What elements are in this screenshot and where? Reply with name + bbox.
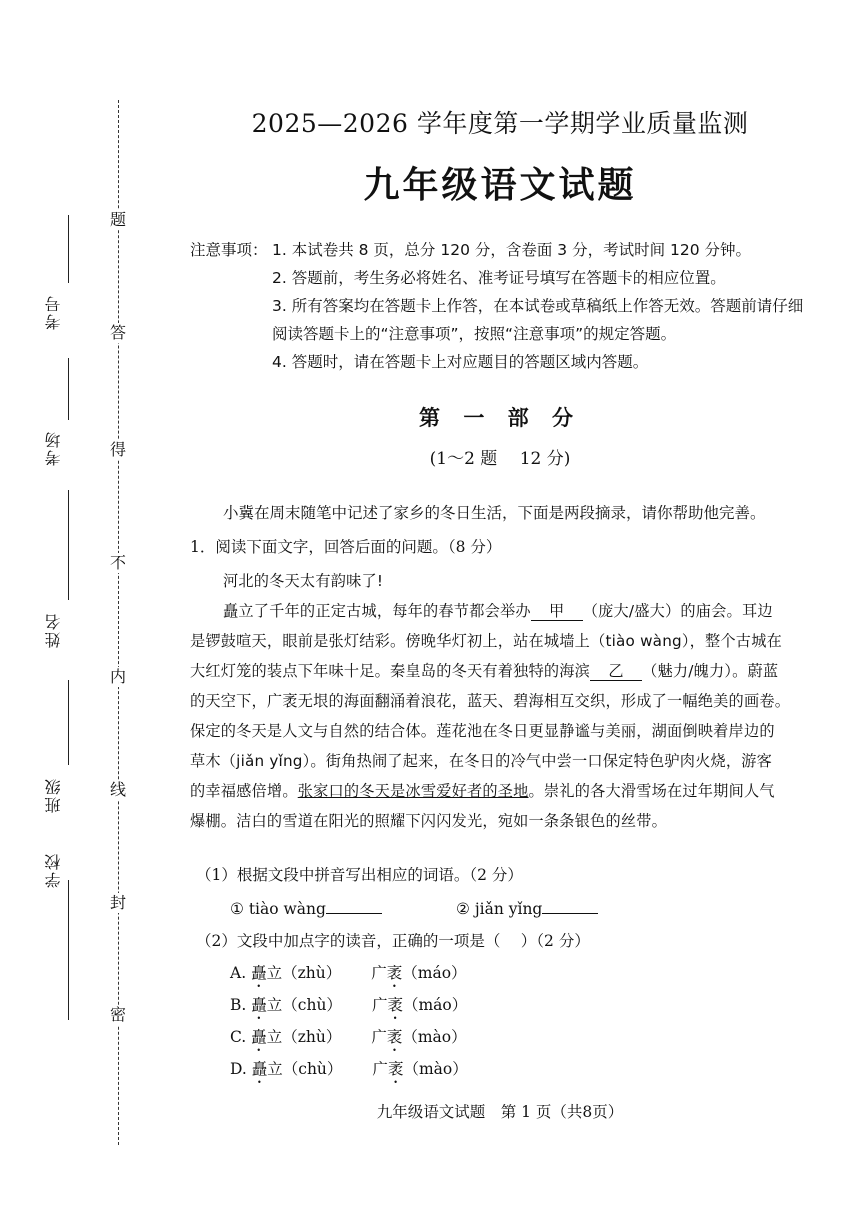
- seal-char: 线: [109, 780, 126, 799]
- seal-char: 内: [109, 667, 126, 686]
- field-line-exam-room[interactable]: [68, 358, 69, 420]
- sub-question-2-stem: （2）文段中加点字的读音，正确的一项是（ ）（2 分）: [196, 932, 590, 950]
- sub-question-1-item-a: ① tiào wàng: [230, 894, 430, 924]
- answer-blank[interactable]: [542, 899, 598, 914]
- option-a[interactable]: A. 矗立（zhù） 广袤（máo）: [230, 964, 467, 982]
- seal-char: 得: [109, 440, 126, 459]
- field-label-name: 姓名: [44, 612, 63, 648]
- notice-item: 1. 本试卷共 8 页，总分 120 分，含卷面 3 分，考试时间 120 分钟。: [272, 241, 752, 259]
- part-subtitle: (1～2 题 12 分): [429, 449, 571, 469]
- sub-question-1-stem: （1）根据文段中拼音写出相应的词语。（2 分）: [196, 866, 523, 884]
- sub-question-1-item-b: ② jiǎn yǐng: [456, 894, 656, 924]
- notice-item: 2. 答题前，考生务必将姓名、准考证号填写在答题卡的相应位置。: [272, 269, 726, 287]
- blank-yi: 乙: [590, 662, 642, 681]
- notice-item: 3. 所有答案均在答题卡上作答，在本试卷或草稿纸上作答无效。答题前请仔细阅读答题卡上的“注意事项”，按照“注意事项”的规定答题。: [272, 297, 804, 343]
- exam-session-title: 2025—2026 学年度第一学期学业质量监测: [251, 109, 749, 138]
- field-line-name[interactable]: [68, 490, 69, 600]
- seal-char: 答: [109, 323, 126, 342]
- blank-jia: 甲: [531, 602, 583, 621]
- passage-line: 是锣鼓喧天，眼前是张灯结彩。傍晚华灯初上，站在城墙上（tiào wàng），整个古城在: [190, 632, 782, 650]
- passage-line: 大红灯笼的装点下年味十足。秦皇岛的冬天有着独特的海滨 乙 （魅力/魄力）。蔚蓝: [190, 662, 779, 680]
- seal-char: 封: [109, 893, 126, 912]
- passage-line: 的天空下，广袤无垠的海面翻涌着浪花，蓝天、碧海相互交织，形成了一幅绝美的画卷。: [190, 692, 791, 710]
- option-d[interactable]: D. 矗立（chù） 广袤（mào）: [230, 1060, 468, 1078]
- section-intro: 小冀在周末随笔中记述了家乡的冬日生活，下面是两段摘录，请你帮助他完善。: [223, 504, 766, 522]
- passage-line: 保定的冬天是人文与自然的结合体。莲花池在冬日更显静谧与美丽，湖面倒映着岸边的: [190, 722, 775, 740]
- field-label-exam-number: 考号: [44, 294, 63, 330]
- seal-dashed-line: [118, 100, 119, 1145]
- field-line-school[interactable]: [68, 880, 69, 1020]
- underlined-sentence: 张家口的冬天是冰雪爱好者的圣地: [297, 782, 529, 800]
- seal-char: 密: [109, 1005, 126, 1024]
- exam-paper-title: 九年级语文试题: [363, 165, 637, 206]
- question-1-passage: [190, 566, 810, 856]
- field-line-class[interactable]: [68, 680, 69, 765]
- passage-line: 草木（jiǎn yǐng）。街角热闹了起来，在冬日的冷气中尝一口保定特色驴肉火烧，游客: [190, 752, 773, 770]
- notice-section: [190, 236, 820, 376]
- field-line-exam-number[interactable]: [68, 215, 69, 283]
- passage-line: 爆棚。洁白的雪道在阳光的照耀下闪闪发光，宛如一条条银色的丝带。: [190, 812, 668, 830]
- answer-blank[interactable]: [326, 899, 382, 914]
- field-label-exam-room: 考场: [44, 430, 63, 466]
- question-1-stem: 1．阅读下面文字，回答后面的问题。（8 分）: [190, 538, 502, 556]
- notice-item: 4. 答题时，请在答题卡上对应题目的答题区域内答题。: [272, 353, 649, 371]
- passage-title: 河北的冬天太有韵味了!: [223, 572, 384, 590]
- field-label-class: 班级: [44, 777, 63, 813]
- notice-label: 注意事项：: [190, 241, 268, 259]
- seal-char: 题: [109, 210, 126, 229]
- passage-line: 的幸福感倍增。张家口的冬天是冰雪爱好者的圣地。崇礼的各大滑雪场在过年期间人气: [190, 782, 775, 800]
- option-c[interactable]: C. 矗立（zhù） 广袤（mào）: [230, 1028, 467, 1046]
- page-footer: 九年级语文试题 第 1 页（共8页）: [376, 1103, 624, 1121]
- field-label-school: 学校: [44, 852, 63, 888]
- passage-line: 矗立了千年的正定古城，每年的春节都会举办 甲 （庞大/盛大）的庙会。耳边: [223, 602, 773, 620]
- option-b[interactable]: B. 矗立（chù） 广袤（máo）: [230, 996, 468, 1014]
- seal-char: 不: [109, 553, 126, 572]
- part-title: 第 一 部 分: [419, 406, 581, 430]
